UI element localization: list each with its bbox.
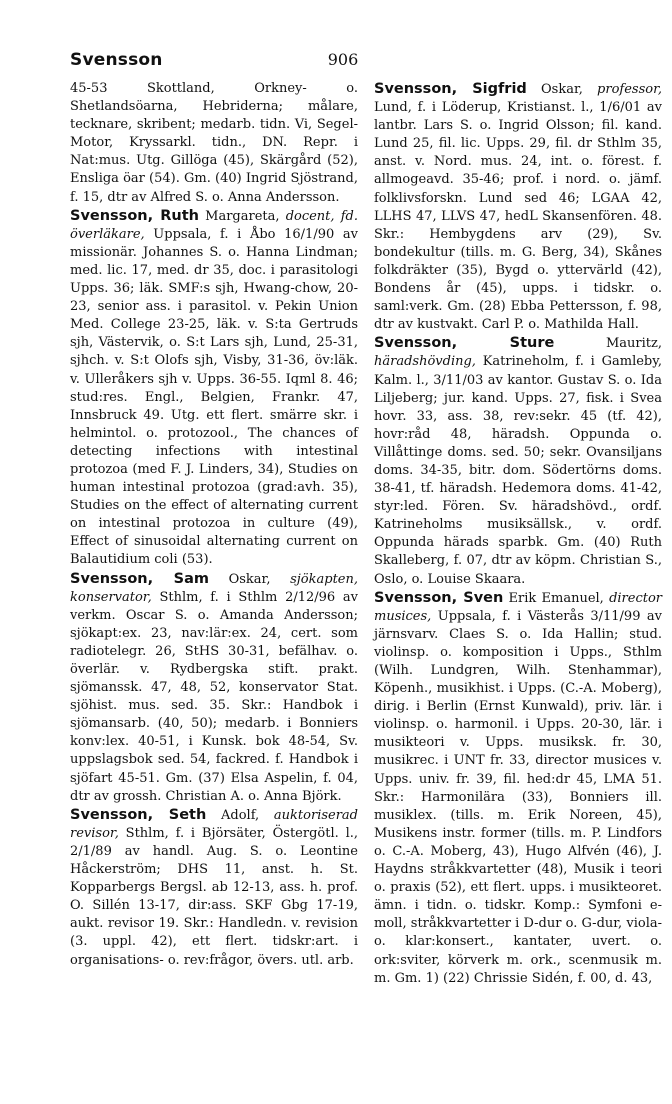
entry-text: Lund, f. i Löderup, Kristianst. l., 1/6/01 av lantbr. Lars S. o. Ingrid Olsson; fil. kand. Lund 25, fil. lic. Upps. 29, fil. dr Sthlm 35, anst. v. Nord. mus. 24, int. o. förest. f. allmogeavd. 35-46; prof. i nord. o. jämf. folklivsforskn. Lund sed 46; LGAA 42, LLHS 47, LLVS 47, hedL Skansenfören. 48. Skr.: Hembygdens arv (29), Sv. bondekultur (tills. m. G. Berg, 34), Skånes folkdräkter (35), Bygd o. yttervärld (42), Bondens år (45), upps. i tidskr. o. saml:verk. Gm. (28) Ebba Pettersson, f. 98, dtr av kustvakt. Carl P. o. Mathilda Hall. bbox=[374, 100, 662, 333]
entry-sam bbox=[70, 570, 358, 806]
entry-headword: Svensson, Sam bbox=[70, 570, 209, 587]
entry-given-names: Oskar, bbox=[526, 82, 598, 97]
entry-title: auktoriserad revisor, bbox=[70, 807, 358, 841]
entry-text: Katrineholm, f. i Gamleby, Kalm. l., 3/11/03 av kantor. Gustav S. o. Ida Liljeberg; jur. kand. Upps. 27, fisk. i Svea hovr. 33, ass. 38, rev:sekr. 45 (tf. 42), hovr:råd 48, häradsh. Oppunda o. Villåttinge doms. sed. 50; sekr. Ovansiljans doms. 34-35, bitr. dom. Södertörns doms. 38-41, tf. häradsh. Hedemora doms. 41-42, styr:led. Fören. Sv. häradshövd., ordf. Katrineholms musiksällsk., v. ordf. Oppunda härads sparbk. Gm. (40) Ruth Skalleberg, f. 07, dtr av köpm. Christian S., Oslo, o. Louise Skaara. bbox=[374, 354, 662, 587]
entry-given-names: Oskar, bbox=[208, 571, 291, 587]
entry-title: docent, fd. överläkare, bbox=[70, 208, 358, 242]
entry-headword: Svensson, Seth bbox=[70, 806, 207, 823]
entry-text: Sthlm, f. i Sthlm 2/12/96 av verkm. Oscar S. o. Amanda Andersson; sjökapt:ex. 23, nav:lär:ex. 24, cert. som radiotelegr. 26, StHS 30-31, befälhav. o. överlär. v. Rydbergska stift. prakt. sjömanssk. 47, 48, 52, konservator Stat. sjöhist. mus. sed. 35. Skr.: Handbok i sjömansarb. (40, 50); medarb. i Bonniers konv:lex. 40-51, i Kunsk. bok 48-54, Sv. uppslagsbok sed. 54, fackred. f. Handbok i sjöfart 45-51. Gm. (37) Elsa Aspelin, f. 04, dtr av grossh. Christian A. o. Anna Björk. bbox=[70, 589, 358, 804]
entry-seth bbox=[70, 806, 358, 970]
entry-ruth bbox=[70, 207, 358, 570]
entry-title: häradshövding, bbox=[374, 354, 476, 370]
entry-title: sjökapten, konservator, bbox=[70, 571, 358, 605]
right-column bbox=[374, 80, 662, 988]
entry-given-names: Margareta, bbox=[198, 208, 286, 224]
entry-headword: Svensson, Sigfrid bbox=[374, 81, 527, 97]
left-column bbox=[70, 80, 358, 970]
entry-headword: Svensson, Sture bbox=[374, 335, 555, 352]
running-head-name: Svensson bbox=[70, 50, 163, 70]
entry-given-names: Mauritz, bbox=[554, 336, 662, 352]
entry-given-names: Erik Emanuel, bbox=[503, 590, 610, 606]
entry-continuation bbox=[70, 80, 358, 207]
entry-text: Sthlm, f. i Björsäter, Östergötl. l., 2/1/89 av handl. Aug. S. o. Leontine Håckerström; DHS 11, anst. h. St. Kopparbergs Bergsl. ab 12-13, ass. h. prof. O. Sillén 13-17, dir:ass. SKF Gbg 17-19, aukt. revisor 19. Skr.: Handledn. v. revision (3. uppl. 42), ett flert. tidskr:art. i organisations- o. rev:frågor, övers. utl. arb. bbox=[70, 825, 358, 968]
entry-headword: Svensson, Sven bbox=[374, 589, 504, 606]
entry-sture bbox=[374, 334, 662, 588]
entry-text: Uppsala, f. i Åbo 16/1/90 av missionär. Johannes S. o. Hanna Lindman; med. lic. 17, med. dr 35, doc. i parasitologi Upps. 36; läk. SMF:s sjh, Hwang-chow, 20-23, senior ass. i parasitol. v. Pekin Union Med. College 23-25, läk. v. S:ta Gertruds sjh, Västervik, o. S:t Lars sjh, Lund, 25-31, sjhch. v. S:t Olofs sjh, Visby, 31-36, öv:läk. v. Ulleråkers sjh v. Upps. 36-55. Iqml 8. 46; stud:res. Engl., Belgien, Frankr. 47, Innsbruck 49. Utg. ett flert. smärre skr. i helmintol. o. protozool., The chances of detecting infections with intestinal protozoa (med F. J. Linders, 34), Studies on human intestinal protozoa (grad:avh. 35), Studies on the effect of alternating current on intestinal protozoa in culture (49), Effect of sinusoidal alternating current on Balautidium coli (53). bbox=[70, 226, 358, 568]
entry-given-names: Adolf, bbox=[206, 807, 274, 823]
entry-headword: Svensson, Ruth bbox=[70, 207, 199, 224]
entry-text: Uppsala, f. i Västerås 3/11/99 av järnsvarv. Claes S. o. Ida Hallin; stud. violinsp. o. komposition i Upps., Sthlm (Wilh. Lundgren, Wilh. Stenhammar), Köpenh., musikhist. i Upps. (C.-A. Moberg), dirig. i Berlin (Ernst Kunwald), priv. lär. i violinsp. o. harmonil. i Upps. 20-30, lär. i musikteori v. Upps. musiksk. fr. 30, musikrec. i UNT fr. 33, director musices v. Upps. univ. fr. 39, fil. hed:dr 45, LMA 51. Skr.: Harmonilära (33), Bonniers ill. musiklex. (tills. m. Erik Noreen, 45), Musikens instr. former (tills. m. P. Lindfors o. C.-A. Moberg, 43), Hugo Alfvén (46), J. Haydns stråkkvartetter (48), Musik i teori o. praxis (52), ett flert. upps. i musikteoret. ämn. i tidn. o. tidskr. Komp.: Symfoni e-moll, stråkkvartetter i D-dur o. G-dur, viola- o. klar:konsert., kantater, uvert. o. ork:sviter, körverk m. ork., scenmusik m. m. Gm. 1) (22) Chrissie Sidén, f. 00, d. 43, bbox=[374, 608, 662, 986]
entry-title: professor, bbox=[597, 82, 663, 97]
entry-title: director musices, bbox=[374, 590, 662, 624]
entry-text: 45-53 Skottland, Orkney- o. Shetlandsöarna, Hebriderna; målare, tecknare, skribent; medarb. tidn. Vi, Segel-Motor, Kryssarkl. tidn., DN. Repr. i Nat:mus. Utg. Gillöga (45), Skärgård (52), Ensliga öar (54). Gm. (40) Ingrid Sjöstrand, f. 15, dtr av Alfred S. o. Anna Andersson. bbox=[70, 81, 358, 205]
page-number: 906 bbox=[327, 50, 359, 69]
entry-sven bbox=[374, 589, 662, 988]
entry-sigfrid bbox=[374, 80, 662, 334]
